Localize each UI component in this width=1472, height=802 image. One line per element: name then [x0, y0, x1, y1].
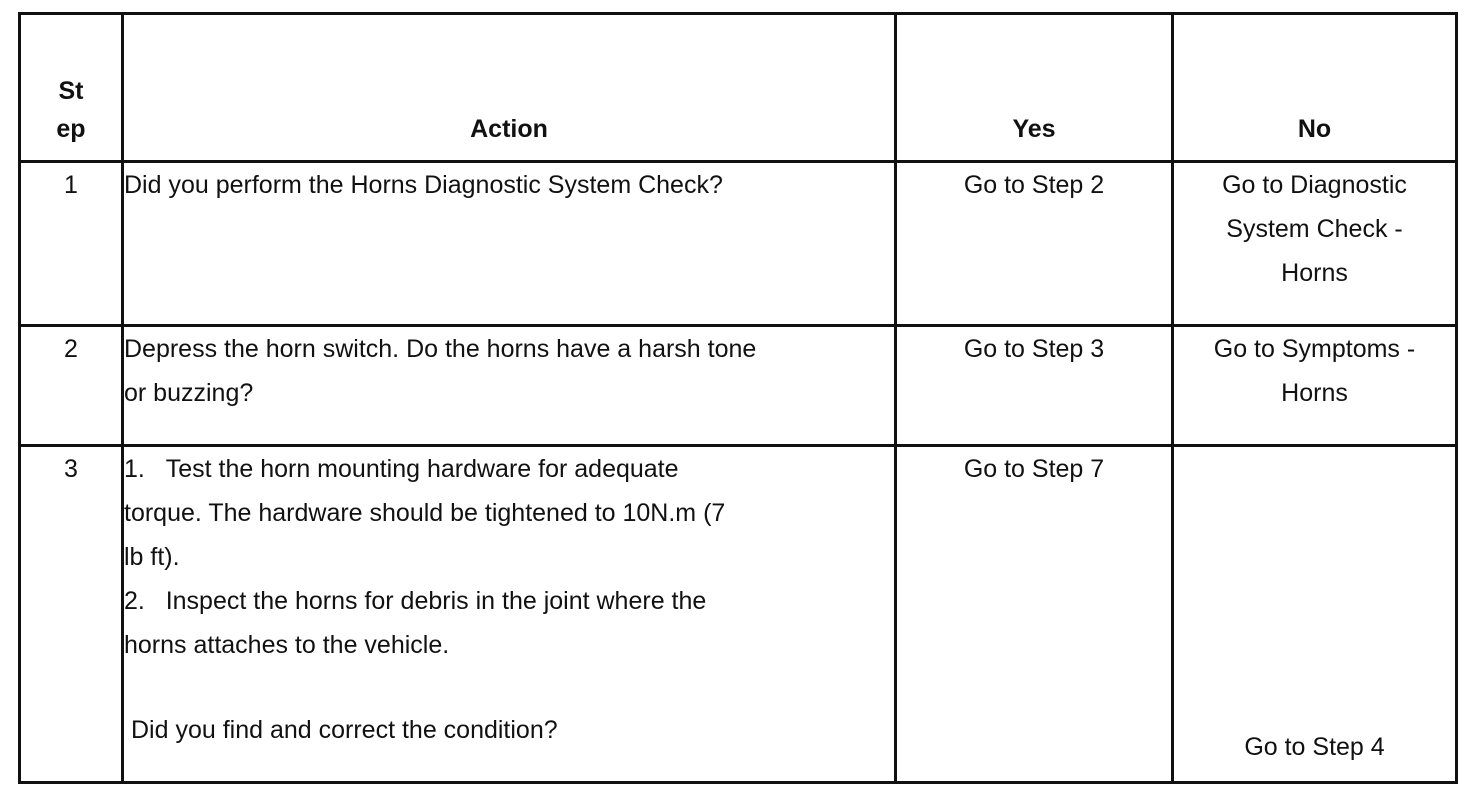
- action-item-number: 2.: [124, 586, 145, 615]
- no-result-line: Go to Symptoms -: [1213, 335, 1416, 364]
- yes-column-header: Yes: [896, 14, 1173, 162]
- step-number: 1: [20, 161, 123, 326]
- no-result-line: Go to Diagnostic: [1222, 170, 1407, 199]
- action-line: horns attaches to the vehicle.: [124, 630, 450, 659]
- step-column-header: [20, 14, 123, 162]
- action-line: Inspect the horns for debris in the joint where the: [165, 586, 707, 615]
- step-header-line-1: St: [58, 76, 84, 105]
- action-line: torque. The hardware should be tightened to 10N.m (7: [124, 498, 726, 527]
- step-number: 3: [20, 445, 123, 782]
- spacer: [124, 667, 894, 708]
- diagnostic-table-sheet: [18, 12, 1455, 784]
- table-row: [20, 161, 1457, 326]
- action-line: Depress the horn switch. Do the horns have a harsh tone: [124, 335, 757, 364]
- action-line: Test the horn mounting hardware for adequate: [165, 454, 679, 483]
- no-result: Go to Step 4: [1173, 445, 1457, 782]
- header-row: [20, 14, 1457, 162]
- no-result: [1173, 326, 1457, 445]
- no-result: [1173, 161, 1457, 326]
- no-result-line: Horns: [1281, 258, 1348, 287]
- yes-result: Go to Step 2: [896, 161, 1173, 326]
- yes-result: Go to Step 7: [896, 445, 1173, 782]
- table-row: [20, 445, 1457, 782]
- action-item: [124, 579, 894, 667]
- step-number: 2: [20, 326, 123, 445]
- table-row: [20, 326, 1457, 445]
- no-result-line: Horns: [1281, 379, 1348, 408]
- no-column-header: No: [1173, 14, 1457, 162]
- diagnostic-table: [18, 12, 1458, 784]
- action-item-number: 1.: [124, 454, 145, 483]
- action-text: [123, 326, 896, 445]
- action-column-header: Action: [123, 14, 896, 162]
- action-text: [123, 445, 896, 782]
- yes-result: Go to Step 3: [896, 326, 1173, 445]
- action-item: [124, 447, 894, 579]
- action-line: or buzzing?: [124, 379, 254, 408]
- action-line: lb ft).: [124, 542, 180, 571]
- step-header-line-2: ep: [56, 114, 86, 143]
- action-text: Did you perform the Horns Diagnostic System Check?: [123, 161, 896, 326]
- no-result-line: System Check -: [1226, 214, 1403, 243]
- action-question: Did you find and correct the condition?: [131, 715, 558, 744]
